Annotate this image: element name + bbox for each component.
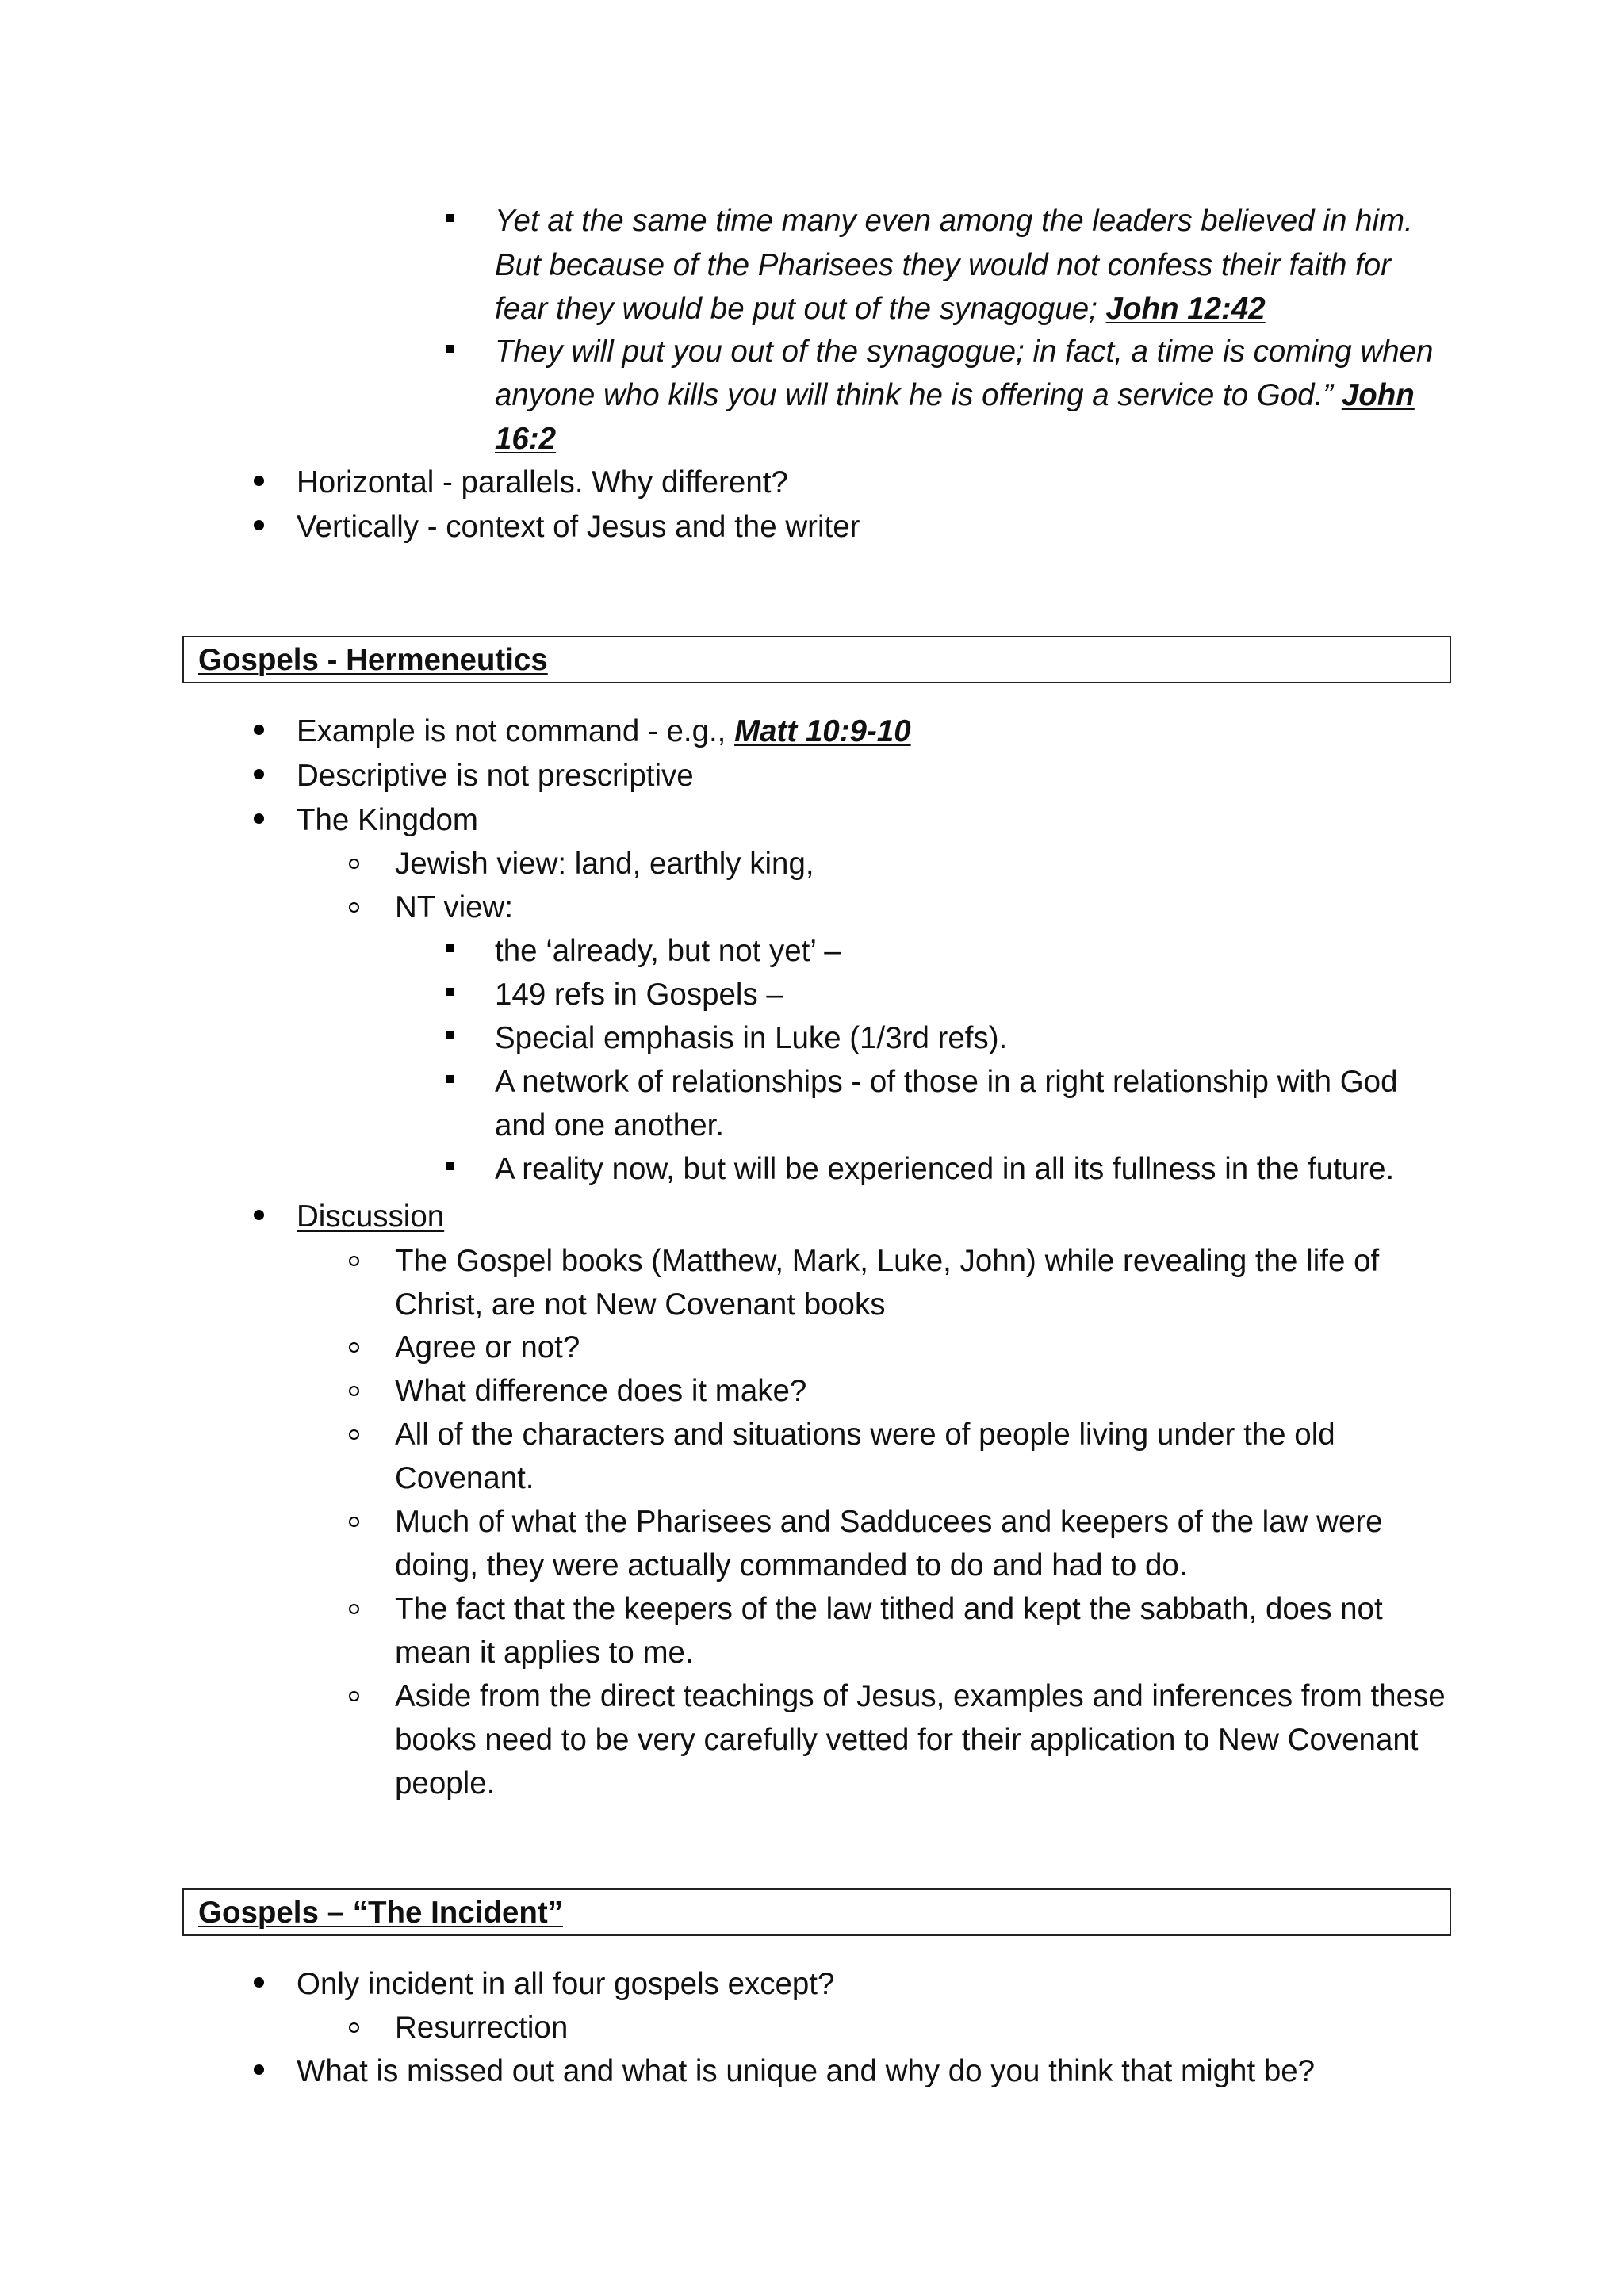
- scripture-ref-matt-10-9-10: Matt 10:9-10: [734, 714, 911, 748]
- quote-text: anyone who kills you will think he is offering a service to God.”: [495, 378, 1342, 412]
- circle-bullet-icon: [349, 1691, 359, 1701]
- discussion-line: people.: [395, 1766, 496, 1800]
- square-bullet-icon: [446, 345, 454, 353]
- bullet-horizontal: Horizontal - parallels. Why different?: [297, 465, 788, 499]
- quote-line: [495, 424, 556, 455]
- bullet-missed-out: What is missed out and what is unique and why do you think that might be?: [297, 2054, 1316, 2088]
- bullet-dot-icon: [254, 520, 264, 530]
- bullet-only-incident: Only incident in all four gospels except?: [297, 1967, 835, 2001]
- square-bullet-icon: [446, 214, 454, 222]
- bullet-dot-icon: [254, 725, 264, 735]
- scripture-ref-16-2: 16:2: [495, 422, 557, 456]
- circle-bullet-icon: [349, 1517, 359, 1527]
- scripture-ref-john: John: [1341, 378, 1415, 412]
- sub-bullet-nt-view: NT view:: [395, 890, 514, 924]
- quote-line: Yet at the same time many even among the leaders believed in him.: [495, 204, 1413, 238]
- circle-bullet-icon: [349, 902, 359, 913]
- circle-bullet-icon: [349, 859, 359, 869]
- discussion-line: The Gospel books (Matthew, Mark, Luke, John) while revealing the life of: [395, 1244, 1380, 1278]
- nt-item-continued: and one another.: [495, 1108, 725, 1142]
- bullet-dot-icon: [254, 813, 264, 824]
- discussion-line: doing, they were actually commanded to do and had to do.: [395, 1548, 1188, 1582]
- section-heading-box: [182, 1888, 1451, 1936]
- bullet-text: Example is not command - e.g.,: [297, 714, 735, 748]
- bullet-dot-icon: [254, 1977, 264, 1988]
- discussion-line: Christ, are not New Covenant books: [395, 1288, 886, 1322]
- bullet-example: [297, 714, 911, 748]
- nt-item: 149 refs in Gospels –: [495, 978, 783, 1012]
- discussion-line: Covenant.: [395, 1461, 534, 1495]
- quote-line: [495, 378, 1415, 412]
- nt-item: Special emphasis in Luke (1/3rd refs).: [495, 1021, 1008, 1055]
- scripture-ref-john-12-42: John 12:42: [1105, 292, 1266, 326]
- discussion-line: All of the characters and situations were of people living under the old: [395, 1418, 1335, 1452]
- discussion-line: Aside from the direct teachings of Jesus, examples and inferences from these: [395, 1679, 1446, 1713]
- bullet-discussion: Discussion: [297, 1200, 445, 1234]
- circle-bullet-icon: [349, 1386, 359, 1396]
- discussion-line: The fact that the keepers of the law tithed and kept the sabbath, does not: [395, 1592, 1383, 1626]
- circle-bullet-icon: [349, 1342, 359, 1353]
- bullet-kingdom: The Kingdom: [297, 803, 478, 837]
- circle-bullet-icon: [349, 1429, 359, 1440]
- circle-bullet-icon: [349, 1604, 359, 1614]
- quote-text: fear they would be put out of the synagogue;: [495, 292, 1106, 326]
- discussion-line: Agree or not?: [395, 1330, 580, 1364]
- section-heading-incident: Gospels – “The Incident”: [198, 1896, 563, 1930]
- discussion-line: books need to be very carefully vetted for their application to New Covenant: [395, 1723, 1419, 1757]
- square-bullet-icon: [446, 1075, 454, 1083]
- square-bullet-icon: [446, 988, 454, 996]
- bullet-descriptive: Descriptive is not prescriptive: [297, 759, 694, 793]
- square-bullet-icon: [446, 1162, 454, 1170]
- quote-line: [495, 294, 1266, 325]
- bullet-vertical: Vertically - context of Jesus and the writer: [297, 510, 860, 544]
- nt-item: A network of relationships - of those in a right relationship with God: [495, 1065, 1398, 1099]
- section-heading-hermeneutics: Gospels - Hermeneutics: [198, 643, 548, 677]
- square-bullet-icon: [446, 944, 454, 952]
- bullet-dot-icon: [254, 769, 264, 779]
- nt-item: the ‘already, but not yet’ –: [495, 934, 841, 968]
- nt-item: A reality now, but will be experienced in all its fullness in the future.: [495, 1152, 1395, 1186]
- sub-bullet-resurrection: Resurrection: [395, 2011, 569, 2045]
- bullet-dot-icon: [254, 1210, 264, 1220]
- circle-bullet-icon: [349, 1256, 359, 1266]
- circle-bullet-icon: [349, 2022, 359, 2033]
- section-heading-box: [182, 636, 1451, 683]
- quote-line: But because of the Pharisees they would not confess their faith for: [495, 248, 1391, 282]
- bullet-dot-icon: [254, 476, 264, 486]
- discussion-line: Much of what the Pharisees and Sadducees and keepers of the law were: [395, 1505, 1383, 1539]
- square-bullet-icon: [446, 1031, 454, 1039]
- sub-bullet-jewish-view: Jewish view: land, earthly king,: [395, 847, 814, 881]
- discussion-line: What difference does it make?: [395, 1374, 807, 1408]
- quote-line: They will put you out of the synagogue; in fact, a time is coming when: [495, 335, 1434, 369]
- bullet-dot-icon: [254, 2064, 264, 2075]
- discussion-line: mean it applies to me.: [395, 1636, 694, 1670]
